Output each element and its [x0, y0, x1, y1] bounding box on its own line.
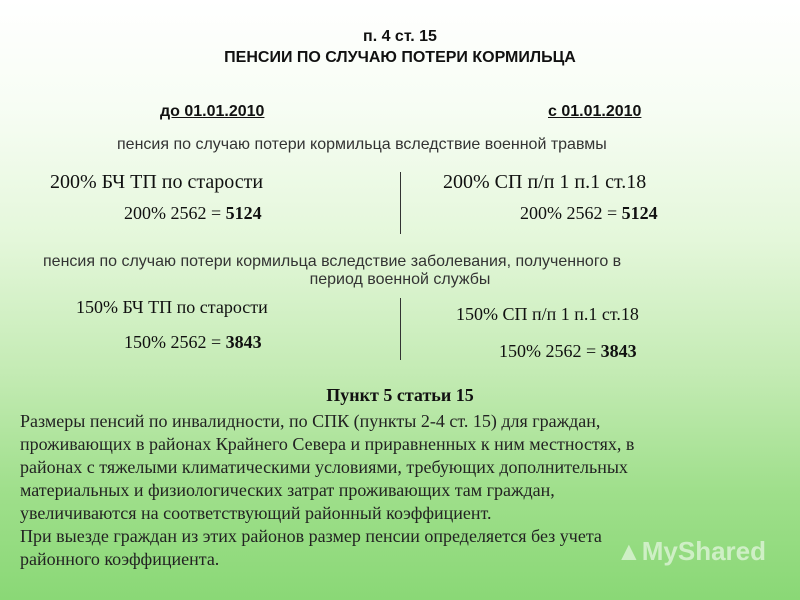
section5-line: районного коэффициента. [20, 549, 220, 569]
section5-line: Размеры пенсий по инвалидности, по СПК (пункты 2-4 ст. 15) для граждан, [20, 411, 601, 431]
section5-line: увеличиваются на соответствующий районный коэффициент. [20, 503, 492, 523]
column-divider [400, 172, 401, 234]
block2-left-line1: 150% БЧ ТП по старости [76, 297, 268, 317]
block1-right-result: 5124 [621, 203, 658, 223]
block1-right-line2 [520, 203, 658, 224]
block1-left-line2 [124, 203, 262, 224]
block1-left-result: 5124 [225, 203, 262, 223]
block1-right-formula: 200% 2562 = [520, 203, 622, 223]
section5-line: При выезде граждан из этих районов размер пенсии определяется без учета [20, 526, 602, 546]
block1-left-line1: 200% БЧ ТП по старости [50, 171, 264, 193]
block2-right-line2 [499, 341, 637, 362]
block1-right-line1: 200% СП п/п 1 п.1 ст.18 [443, 171, 647, 193]
block2-left-line2 [124, 332, 262, 353]
block1-left-formula: 200% 2562 = [124, 203, 226, 223]
watermark-text: MyShared [641, 536, 766, 566]
section5-heading: Пункт 5 статьи 15 [326, 385, 474, 405]
section5-line: проживающих в районах Крайнего Севера и приравненных к ним местностях, в [20, 434, 635, 454]
page-title: ПЕНСИИ ПО СЛУЧАЮ ПОТЕРИ КОРМИЛЬЦА [224, 49, 576, 66]
section5-line: районах с тяжелыми климатическими условиями, требующих дополнительных [20, 457, 628, 477]
section5-line: материальных и физиологических затрат проживающих там граждан, [20, 480, 555, 500]
watermark-logo [616, 536, 766, 567]
block1-caption: пенсия по случаю потери кормильца вследствие военной травмы [117, 136, 607, 153]
watermark-icon: ▲ [616, 536, 642, 566]
block2-caption-line2: период военной службы [309, 271, 491, 288]
column-divider-2 [400, 298, 401, 360]
section5-body [20, 410, 634, 571]
block2-left-formula: 150% 2562 = [124, 332, 226, 352]
block2-left-result: 3843 [225, 332, 262, 352]
block2-right-line1: 150% СП п/п 1 п.1 ст.18 [456, 304, 639, 324]
block2-right-formula: 150% 2562 = [499, 341, 601, 361]
left-date-header: до 01.01.2010 [160, 103, 265, 120]
block2-caption-line1: пенсия по случаю потери кормильца вследствие заболевания, полученного в [43, 253, 622, 270]
section-reference: п. 4 ст. 15 [363, 28, 437, 45]
right-date-header: с 01.01.2010 [548, 103, 642, 120]
block2-right-result: 3843 [600, 341, 637, 361]
